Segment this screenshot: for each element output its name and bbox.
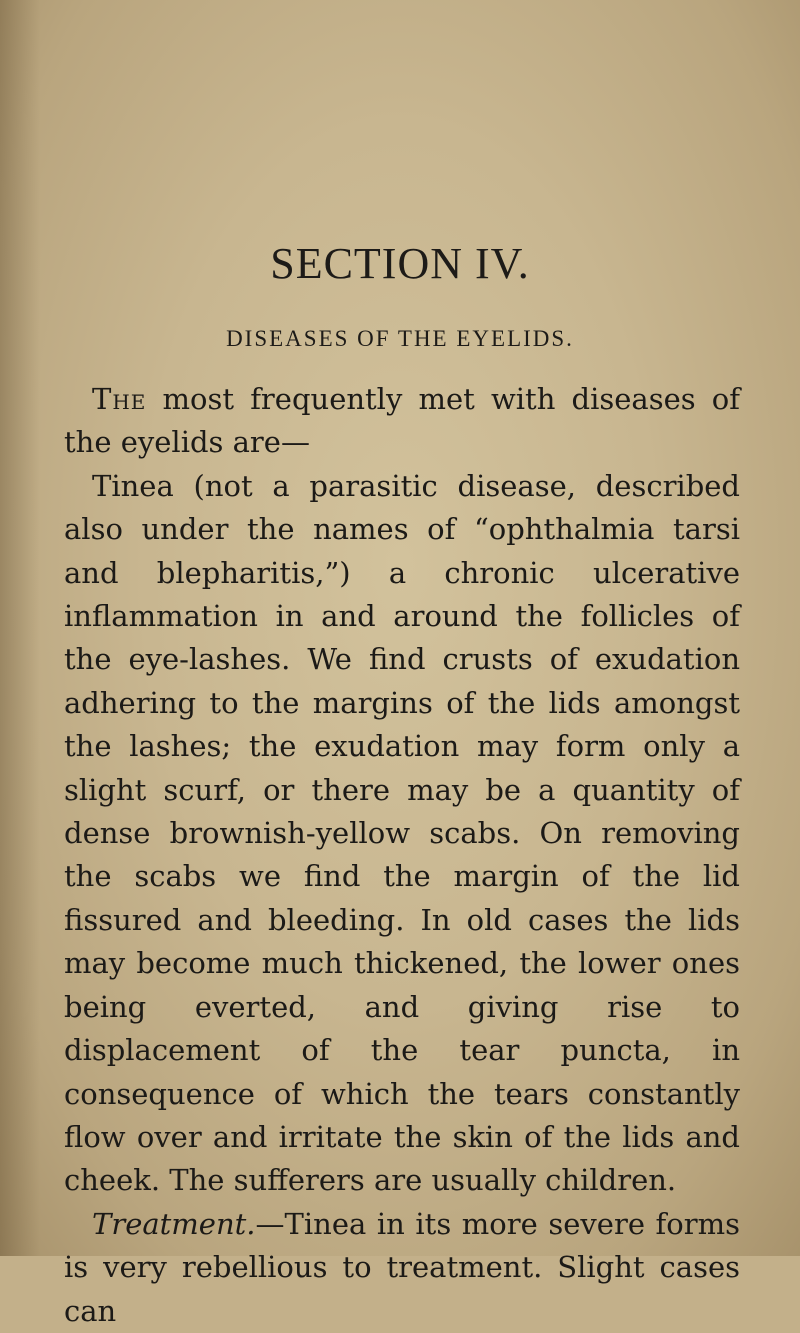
- treatment-label: Treatment.: [92, 1206, 256, 1241]
- paragraph-treatment: [64, 1203, 740, 1333]
- paragraph-intro-text: most frequently met with diseases of the eyelids are—: [64, 382, 740, 460]
- chapter-title: DISEASES OF THE EYELIDS.: [226, 326, 574, 351]
- treatment-text: —Tinea in its more severe forms is very rebellious to treatment. Slight cases can: [64, 1206, 740, 1328]
- body-text: [64, 378, 740, 1333]
- paragraph-tinea: Tinea (not a parasitic disease, described also under the names of “ophthalmia tarsi and blepharitis,”) a chronic ulcerative inflammation in and around the follicles of the eye-lashes. We find crusts of exudation adhering to the margins of the lids amongst the lashes; the exudation may form only a slight scurf, or there may be a quantity of dense brownish-yellow scabs. On removing the scabs we find the margin of the lid fissured and bleeding. In old cases the lids may become much thickened, the lower ones being everted, and giving rise to displacement of the tear puncta, in consequence of which the tears constantly flow over and irritate the skin of the lids and cheek. The sufferers are usually children.: [64, 468, 740, 1198]
- page-gutter-shadow: [0, 0, 40, 1256]
- paragraph-intro: [64, 378, 740, 465]
- section-title: SECTION IV.: [270, 239, 530, 288]
- paragraph-lead-word: The: [92, 382, 147, 416]
